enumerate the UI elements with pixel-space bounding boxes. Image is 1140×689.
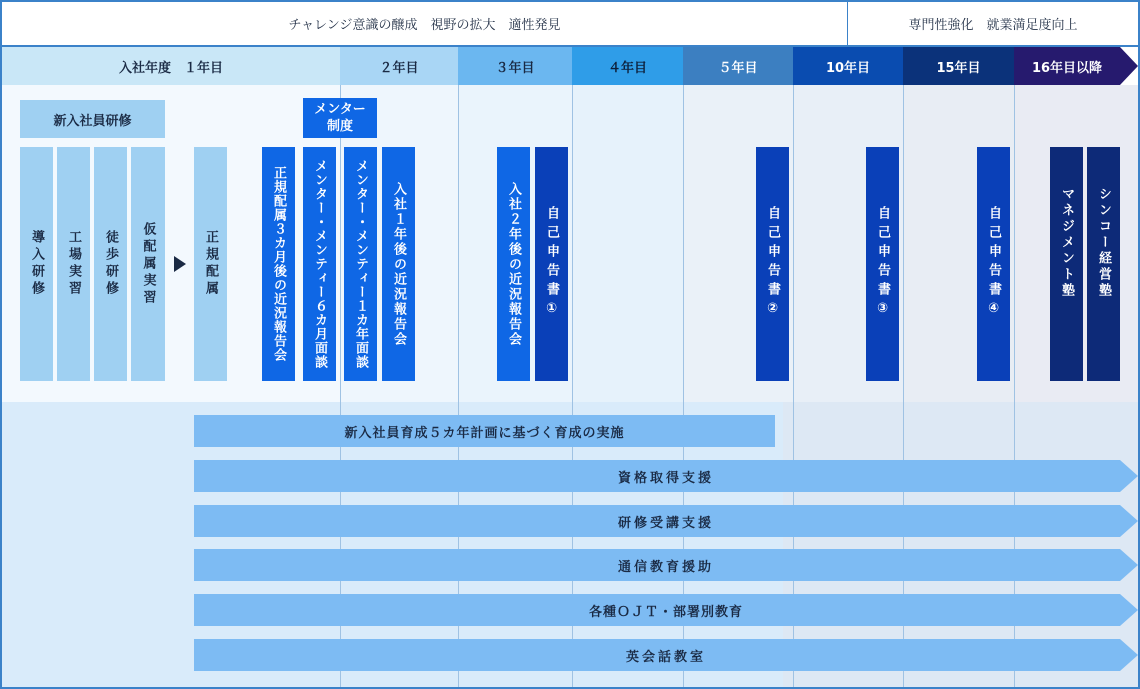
year-header-arrow-tip: [1120, 47, 1138, 85]
mentor-6month-label: メンター・メンティー６カ月面談: [312, 159, 327, 369]
bar-correspondence-label: 通信教育援助: [617, 559, 714, 575]
mentor-1year-box: [344, 147, 377, 381]
bar-english: [194, 639, 1138, 671]
mentor-system-label: メンター制度: [303, 98, 377, 138]
management-school-label: マネジメント塾: [1059, 187, 1074, 299]
bar-qualification-label: 資格取得支援: [617, 470, 714, 486]
regular-assignment-box: [194, 147, 227, 381]
year-header-5: ５年目: [683, 47, 793, 85]
year1-report-box: [382, 147, 415, 381]
shinko-school-label: シンコー経営塾: [1096, 187, 1111, 299]
self-report-2-box: [756, 147, 789, 381]
report-3month-label: 正規配属３カ月後の近況報告会: [271, 166, 286, 362]
self-report-4-box: [977, 147, 1010, 381]
training-item-provisional: [131, 147, 165, 381]
year-header-4: ４年目: [572, 47, 683, 85]
regular-assignment-label: 正規配属: [203, 230, 218, 298]
self-report-4-label: 自己申告書④: [986, 206, 1001, 322]
training-item-label: 仮配属実習: [140, 221, 156, 307]
self-report-1-box: [535, 147, 568, 381]
triangle-right-icon: [174, 256, 186, 272]
management-school-box: [1050, 147, 1083, 381]
year-header-10: 10年目: [793, 47, 903, 85]
header-left-title: チャレンジ意識の醸成 視野の拡大 適性発見: [288, 18, 561, 33]
training-item-label: 工場実習: [66, 230, 81, 298]
year1-report-label: 入社１年後の近況報告会: [391, 181, 406, 347]
bar-qualification: [194, 460, 1138, 492]
bar-training-support: [194, 505, 1138, 537]
bar-training-support-label: 研修受講支援: [617, 515, 714, 531]
newcomer-training-label: 新入社員研修: [20, 100, 165, 138]
mentor-6month-box: [303, 147, 336, 381]
mentor-1year-label: メンター・メンティー１カ年面談: [353, 159, 368, 369]
self-report-3-label: 自己申告書③: [875, 206, 890, 322]
training-item-label: 導入研修: [29, 230, 44, 298]
year2-report-box: [497, 147, 530, 381]
training-item-intro: [20, 147, 53, 381]
training-item-walking: [94, 147, 127, 381]
bar-correspondence: [194, 549, 1138, 581]
year-header-3: ３年目: [458, 47, 572, 85]
bar-english-label: 英会話教室: [625, 649, 706, 665]
training-item-factory: [57, 147, 90, 381]
self-report-2-label: 自己申告書②: [765, 206, 780, 322]
five-year-plan-bar: 新入社員育成５カ年計画に基づく育成の実施: [194, 415, 775, 447]
year-header-1: 入社年度 １年目: [2, 47, 340, 85]
report-3month-box: [262, 147, 295, 381]
year-header-2: ２年目: [340, 47, 458, 85]
self-report-1-label: 自己申告書①: [544, 206, 559, 322]
year-header-15: 15年目: [903, 47, 1014, 85]
header-right-title: 専門性強化 就業満足度向上: [908, 18, 1078, 33]
bar-ojt: [194, 594, 1138, 626]
training-item-label: 徒歩研修: [103, 230, 118, 298]
year-header-16: 16年目以降: [1014, 47, 1120, 85]
year2-report-label: 入社２年後の近況報告会: [506, 181, 521, 347]
col-bg-year4: [572, 85, 683, 402]
shinko-school-box: [1087, 147, 1120, 381]
self-report-3-box: [866, 147, 899, 381]
bar-ojt-label: 各種ＯＪＴ・部署別教育: [588, 604, 743, 620]
